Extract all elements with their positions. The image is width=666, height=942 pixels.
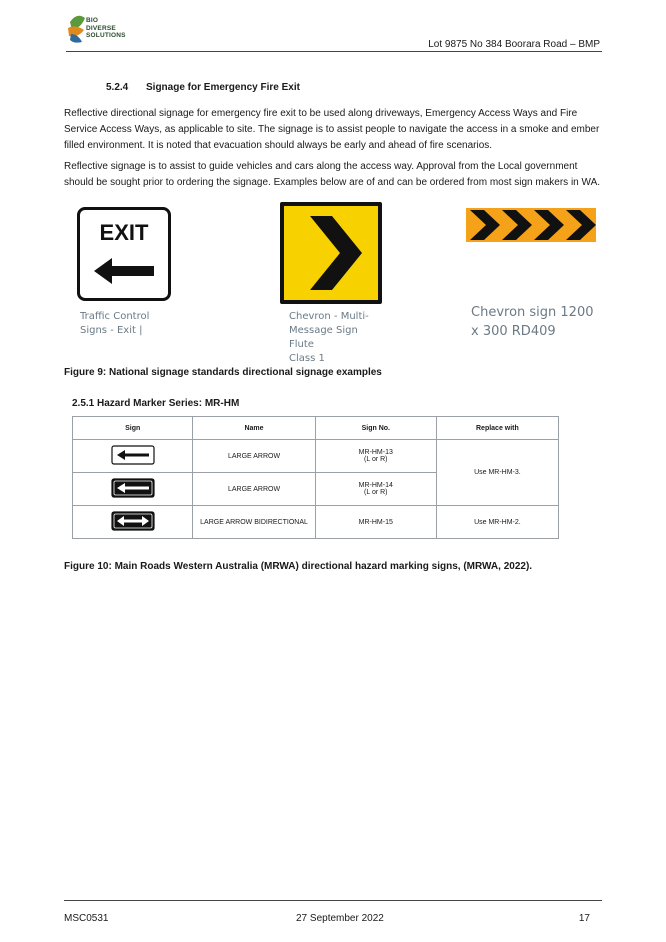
exit-sign-image xyxy=(72,202,176,338)
bidirectional-arrow-icon xyxy=(111,511,155,531)
chevron-strip-icon xyxy=(466,208,596,242)
name-cell: LARGE ARROW xyxy=(193,440,315,473)
table-header-row xyxy=(73,417,559,440)
exit-caption xyxy=(80,310,149,338)
logo-leaf-icon xyxy=(66,12,88,46)
sign-no-cell xyxy=(315,473,436,506)
exit-caption-line-2: Signs - Exit | xyxy=(80,325,143,336)
chevron-caption-line-3: Class 1 xyxy=(289,353,325,364)
chevron-strip-image xyxy=(463,195,599,345)
chevron-strip-caption-line-2: x 300 RD409 xyxy=(471,324,556,339)
figure-9-caption: Figure 9: National signage standards directional signage examples xyxy=(64,367,382,378)
footer-date: 27 September 2022 xyxy=(296,913,384,924)
replace-cell: Use MR-HM-3. xyxy=(436,440,558,506)
sign-no-cell xyxy=(315,440,436,473)
sign-cell xyxy=(73,506,193,539)
chevron-sign-border xyxy=(280,202,382,304)
chevron-caption-line-1: Chevron - Multi- xyxy=(289,311,369,322)
hazard-marker-table xyxy=(72,416,559,539)
sign-cell xyxy=(73,473,193,506)
chevron-caption xyxy=(289,310,384,366)
logo-line-3: SOLUTIONS xyxy=(86,32,126,39)
sign-no-line-1: MR-HM-13 xyxy=(358,449,393,456)
logo-text xyxy=(86,17,126,40)
left-arrow-icon xyxy=(94,256,154,286)
name-cell: LARGE ARROW BIDIRECTIONAL xyxy=(193,506,315,539)
sign-no-line-1: MR-HM-15 xyxy=(358,518,393,526)
left-arrow-black-icon xyxy=(111,478,155,498)
chevron-right-icon xyxy=(284,206,378,300)
header-divider xyxy=(66,51,602,52)
section-number: 5.2.4 xyxy=(106,82,129,93)
left-arrow-white-icon xyxy=(111,445,155,465)
column-header-sign: Sign xyxy=(73,417,193,440)
exit-sign-panel xyxy=(77,207,171,301)
hazard-table-heading: 2.5.1 Hazard Marker Series: MR-HM xyxy=(72,398,240,409)
footer-divider xyxy=(64,900,602,901)
section-title: Signage for Emergency Fire Exit xyxy=(146,82,300,93)
name-cell: LARGE ARROW xyxy=(193,473,315,506)
chevron-sign-face xyxy=(284,206,378,300)
exit-caption-line-1: Traffic Control xyxy=(80,311,150,322)
chevron-caption-line-2: Message Sign Flute xyxy=(289,325,358,350)
replace-cell: Use MR-HM-2. xyxy=(436,506,558,539)
logo-line-1: BIO xyxy=(86,17,99,24)
paragraph-2: Reflective signage is to assist to guide vehicles and cars along the access way. Approval from the Local government should be sought prior to ordering the signage. Examples below are of and can be ordered from most sign makers in WA. xyxy=(64,161,601,188)
chevron-strip-caption-line-1: Chevron sign 1200 xyxy=(471,305,594,320)
sign-no-line-2: (L or R) xyxy=(364,489,388,496)
chevron-sign-image xyxy=(280,202,384,364)
chevron-strip-caption xyxy=(471,303,593,341)
table-row xyxy=(73,506,559,539)
column-header-name: Name xyxy=(193,417,315,440)
sign-no-line-2: (L or R) xyxy=(364,456,388,463)
column-header-sign-no: Sign No. xyxy=(315,417,436,440)
footer-page-number: 17 xyxy=(578,913,590,924)
sign-cell xyxy=(73,440,193,473)
footer-doc-code: MSC0531 xyxy=(64,913,109,924)
exit-sign-text: EXIT xyxy=(99,220,149,245)
column-header-replace: Replace with xyxy=(436,417,558,440)
figure-10-caption: Figure 10: Main Roads Western Australia (MRWA) directional hazard marking signs, (MRWA, 2022). xyxy=(64,561,533,572)
paragraph-1: Reflective directional signage for emergency fire exit to be used along driveways, Emergency Access Ways and Fire Service Access Ways, as applicable to site. The signage is to assist people to navigate the access in a smoke and ember filled environment. It is noted that evacuation should always be early and ahead of fire scenarios. xyxy=(64,108,600,151)
table-row xyxy=(73,440,559,473)
logo-line-2: DIVERSE xyxy=(86,24,116,32)
sign-no-line-1: MR-HM-14 xyxy=(358,482,393,489)
header-title: Lot 9875 No 384 Boorara Road – BMP xyxy=(428,39,600,50)
sign-no-cell xyxy=(315,506,436,539)
